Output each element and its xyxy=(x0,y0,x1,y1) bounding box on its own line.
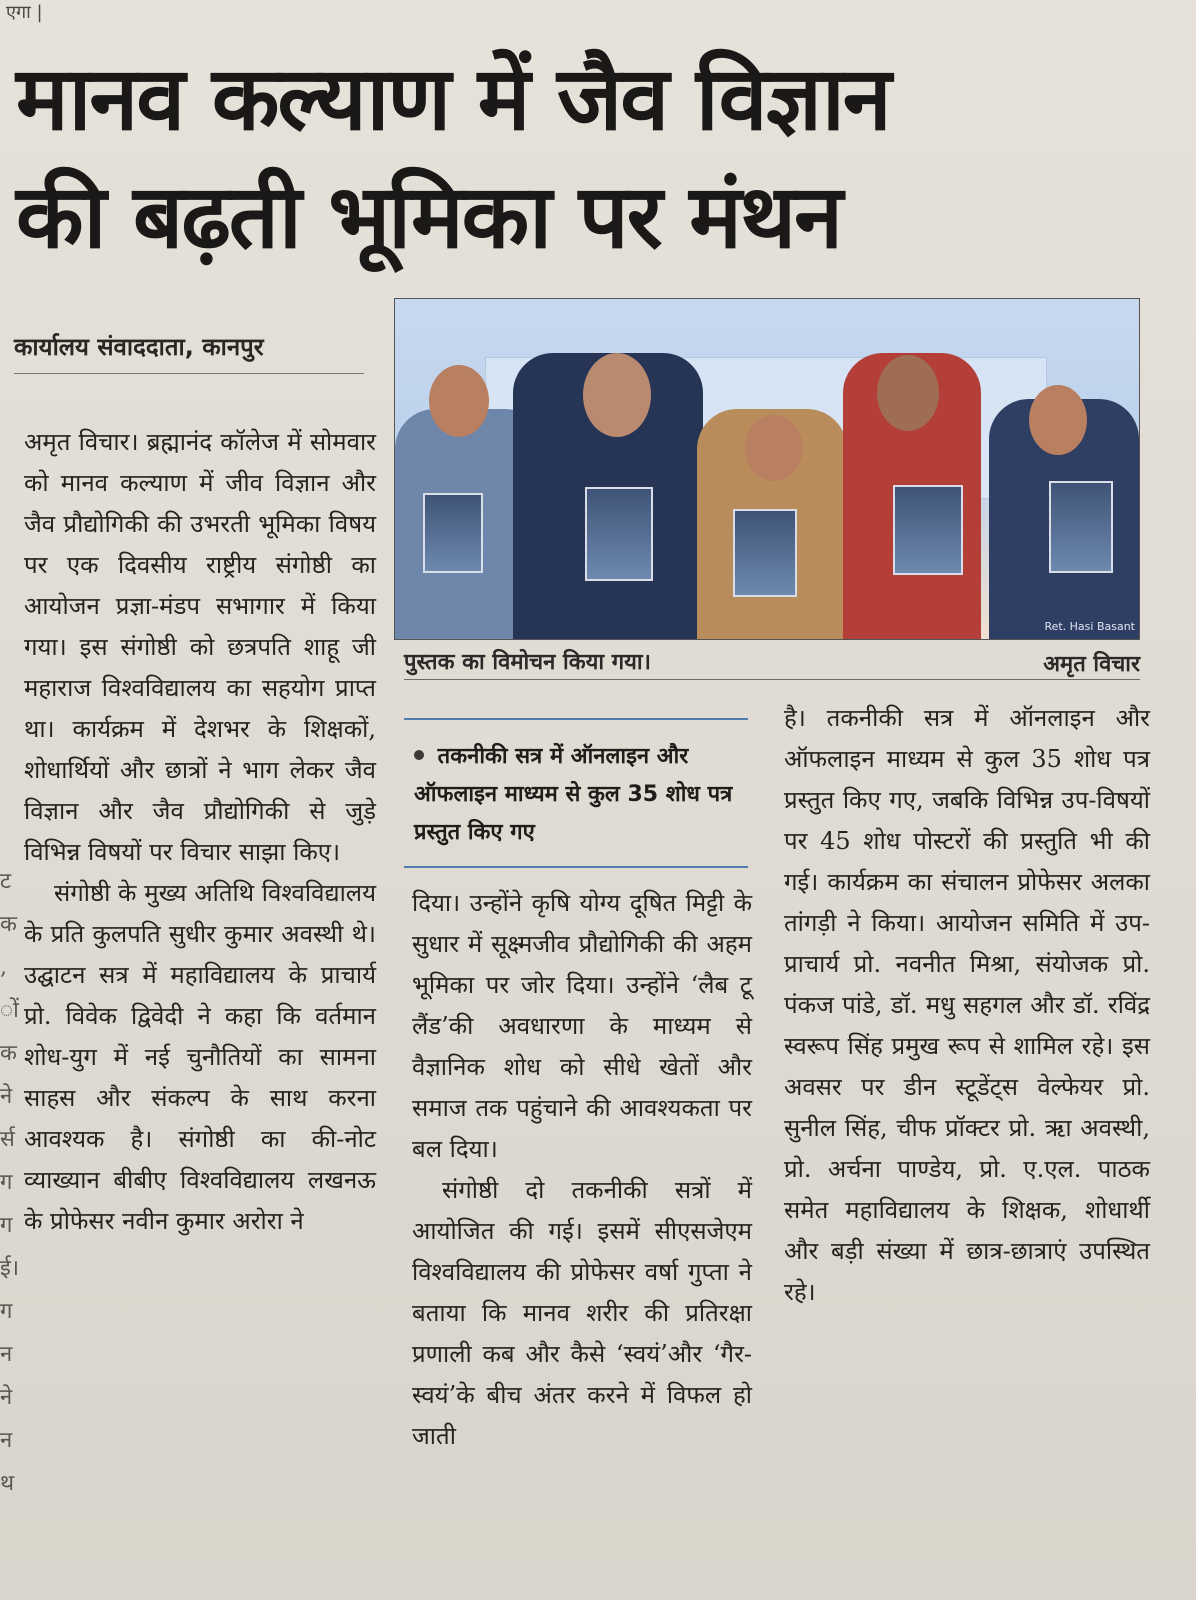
book-3 xyxy=(733,509,797,597)
byline: कार्यालय संवाददाता, कानपुर xyxy=(14,330,364,374)
edge-fragment: ग xyxy=(0,1213,13,1238)
top-fragment: एगा | xyxy=(6,2,43,23)
photo-caption: पुस्तक का विमोचन किया गया। xyxy=(404,650,651,675)
edge-fragment: क xyxy=(0,912,17,937)
person-1-head xyxy=(429,365,489,437)
event-photo xyxy=(394,298,1140,640)
edge-fragment: क xyxy=(0,1041,17,1066)
column-2-paragraph-2: संगोष्ठी दो तकनीकी सत्रों में आयोजित की गई। इसमें सीएसजेएम विश्वविद्यालय की प्रोफेसर वर्षा गुप्ता ने बताया कि मानव शरीर की प्रतिरक्षा प्रणाली कब और कैसे ‘स्वयं’और ‘गैर-स्वयं’के बीच अंतर करने में विफल हो जाती xyxy=(412,1176,752,1450)
edge-fragment: ट xyxy=(0,869,12,894)
edge-fragment: ने xyxy=(0,1084,13,1109)
column-3-paragraph-1: है। तकनीकी सत्र में ऑनलाइन और ऑफलाइन माध्यम से कुल 35 शोध पत्र प्रस्तुत किए गए, जबकि विभिन्न उप-विषयों पर 45 शोध पोस्टरों की प्रस्तुति भी की गई। कार्यक्रम का संचालन प्रोफेसर अलका तांगड़ी ने किया। आयोजन समिति में उप-प्राचार्य प्रो. नवनीत मिश्रा, संयोजक प्रो. पंकज पांडे, डॉ. मधु सहगल और डॉ. रविंद्र स्वरूप सिंह प्रमुख रूप से शामिल रहे। इस अवसर पर डीन स्टूडेंट्स वेल्फेयर प्रो. सुनील सिंह, चीफ प्रॉक्टर प्रो. ऋा अवस्थी, प्रो. अर्चना पाण्डेय, प्रो. ए.एल. पाठक समेत महाविद्यालय के शिक्षक, शोधार्थी और बड़ी संख्या में छात्र-छात्राएं उपस्थित रहे। xyxy=(784,704,1150,1306)
photo-caption-area xyxy=(404,646,1140,686)
book-1 xyxy=(423,493,483,573)
book-5 xyxy=(1049,481,1113,573)
headline xyxy=(16,40,1126,276)
book-2 xyxy=(585,487,653,581)
person-4-head xyxy=(877,355,939,431)
headline-line-2: की बढ़ती भूमिका पर मंथन xyxy=(16,165,841,268)
edge-fragment: ग xyxy=(0,1299,13,1324)
callout-text: तकनीकी सत्र में ऑनलाइन और ऑफलाइन माध्यम से कुल 35 शोध पत्र प्रस्तुत किए गए xyxy=(414,744,733,845)
article-column-1 xyxy=(24,422,376,1242)
article-column-3 xyxy=(784,698,1150,1313)
person-5-head xyxy=(1029,385,1087,455)
callout-box xyxy=(404,718,748,868)
left-edge-fragments xyxy=(0,860,22,1600)
edge-fragment: र्स xyxy=(0,1127,15,1152)
person-2-head xyxy=(583,353,651,437)
edge-fragment: ग xyxy=(0,1170,13,1195)
headline-line-1: मानव कल्याण में जैव विज्ञान xyxy=(16,47,890,150)
edge-fragment: ने xyxy=(0,1385,13,1410)
column-1-paragraph-2: संगोष्ठी के मुख्य अतिथि विश्वविद्यालय के प्रति कुलपति सुधीर कुमार अवस्थी थे। उद्घाटन सत्र में महाविद्यालय के प्राचार्य प्रो. विवेक द्विवेदी ने कहा कि वर्तमान शोध-युग में नई चुनौतियों का सामना साहस और संकल्प के साथ करना आवश्यक है। संगोष्ठी का की-नोट व्याख्यान बीबीए विश्वविद्यालय लखनऊ के प्रोफेसर नवीन कुमार अरोरा ने xyxy=(24,879,376,1235)
edge-fragment: न xyxy=(0,1428,13,1453)
edge-fragment: ों xyxy=(0,998,19,1023)
edge-fragment: ई। xyxy=(0,1256,20,1281)
book-4 xyxy=(893,485,963,575)
photo-source: अमृत विचार xyxy=(1043,652,1140,677)
edge-fragment: न xyxy=(0,1342,13,1367)
photo-credit: Ret. Hasi Basant xyxy=(1044,620,1135,633)
column-2-paragraph-1: दिया। उन्होंने कृषि योग्य दूषित मिट्टी के सुधार में सूक्ष्मजीव प्रौद्योगिकी की अहम भूमिका पर जोर दिया। उन्होंने ‘लैब टू लैंड’की अवधारणा के माध्यम से वैज्ञानिक शोध को सीधे खेतों और समाज तक पहुंचाने की आवश्यकता पर बल दिया। xyxy=(412,889,752,1163)
column-1-paragraph-1: अमृत विचार। ब्रह्मानंद कॉलेज में सोमवार को मानव कल्याण में जीव विज्ञान और जैव प्रौद्योगिकी की उभरती भूमिका विषय पर एक दिवसीय राष्ट्रीय संगोष्ठी का आयोजन प्रज्ञा-मंडप सभागार में किया गया। इस संगोष्ठी को छत्रपति शाहू जी महाराज विश्वविद्यालय का सहयोग प्राप्त था। कार्यक्रम में देशभर के शिक्षकों, शोधार्थियों और छात्रों ने भाग लेकर जैव विज्ञान और जैव प्रौद्योगिकी से जुड़े विभिन्न विषयों पर विचार साझा किए। xyxy=(24,428,376,866)
person-3-head xyxy=(745,415,803,481)
caption-rule xyxy=(404,679,1140,680)
bullet-icon xyxy=(414,750,424,760)
edge-fragment: थ xyxy=(0,1471,15,1496)
edge-fragment: , xyxy=(0,955,7,980)
article-column-2 xyxy=(412,883,752,1457)
